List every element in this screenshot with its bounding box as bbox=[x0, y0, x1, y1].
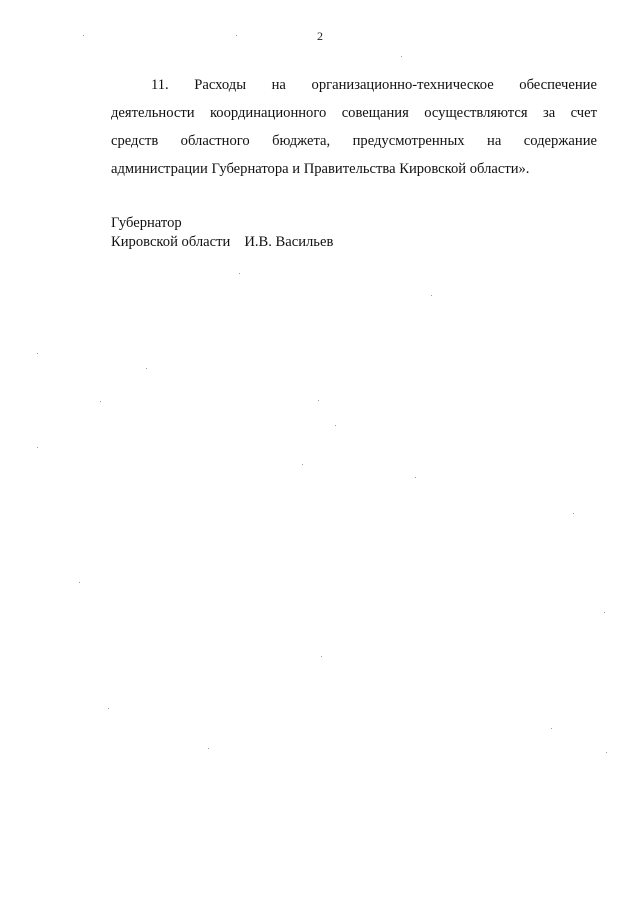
scan-speck bbox=[79, 582, 80, 583]
word: совещания bbox=[341, 105, 409, 121]
word: обеспечение bbox=[519, 77, 597, 93]
scan-speck bbox=[302, 464, 303, 465]
page-number: 2 bbox=[317, 29, 323, 43]
scan-speck bbox=[431, 295, 432, 296]
scan-speck bbox=[415, 477, 416, 478]
word: Расходы bbox=[194, 77, 247, 93]
word: на bbox=[487, 133, 502, 149]
scan-speck bbox=[108, 708, 109, 709]
scan-speck bbox=[401, 56, 402, 57]
scan-speck bbox=[321, 656, 322, 657]
word: средств bbox=[111, 133, 159, 149]
word: областного bbox=[180, 133, 250, 149]
signature-name: И.В. Васильев bbox=[244, 234, 334, 250]
word: деятельности bbox=[111, 105, 195, 121]
word: содержание bbox=[523, 133, 597, 149]
scan-speck bbox=[318, 400, 319, 401]
word: предусмотренных bbox=[352, 133, 465, 149]
signature-title: Губернатор bbox=[111, 215, 182, 231]
word: координационного bbox=[209, 105, 327, 121]
scan-speck bbox=[100, 401, 101, 402]
scan-speck bbox=[551, 728, 552, 729]
paragraph-line-3 bbox=[111, 127, 597, 155]
paragraph-line-2 bbox=[111, 99, 597, 127]
signature-region: Кировской области bbox=[111, 234, 231, 250]
scan-speck bbox=[236, 35, 237, 36]
word: организационно-техническое bbox=[311, 77, 494, 93]
scan-speck bbox=[239, 273, 240, 274]
paragraph-line-1 bbox=[111, 71, 597, 99]
scan-speck bbox=[37, 353, 38, 354]
word: бюджета, bbox=[272, 133, 331, 149]
word: на bbox=[271, 77, 286, 93]
scan-speck bbox=[606, 752, 607, 753]
paragraph-11 bbox=[111, 71, 597, 183]
scan-speck bbox=[146, 368, 147, 369]
scan-speck bbox=[83, 35, 84, 36]
word: за bbox=[542, 105, 556, 121]
signature-block bbox=[111, 214, 333, 252]
scan-speck bbox=[604, 612, 605, 613]
scan-speck bbox=[37, 447, 38, 448]
scan-speck bbox=[335, 425, 336, 426]
word: счет bbox=[570, 105, 597, 121]
scan-speck bbox=[573, 513, 574, 514]
signature-line bbox=[111, 233, 333, 252]
paragraph-line-4: администрации Губернатора и Правительства Кировской области». bbox=[111, 161, 530, 177]
scan-speck bbox=[208, 748, 209, 749]
word: 11. bbox=[151, 77, 169, 93]
word: осуществляются bbox=[424, 105, 528, 121]
